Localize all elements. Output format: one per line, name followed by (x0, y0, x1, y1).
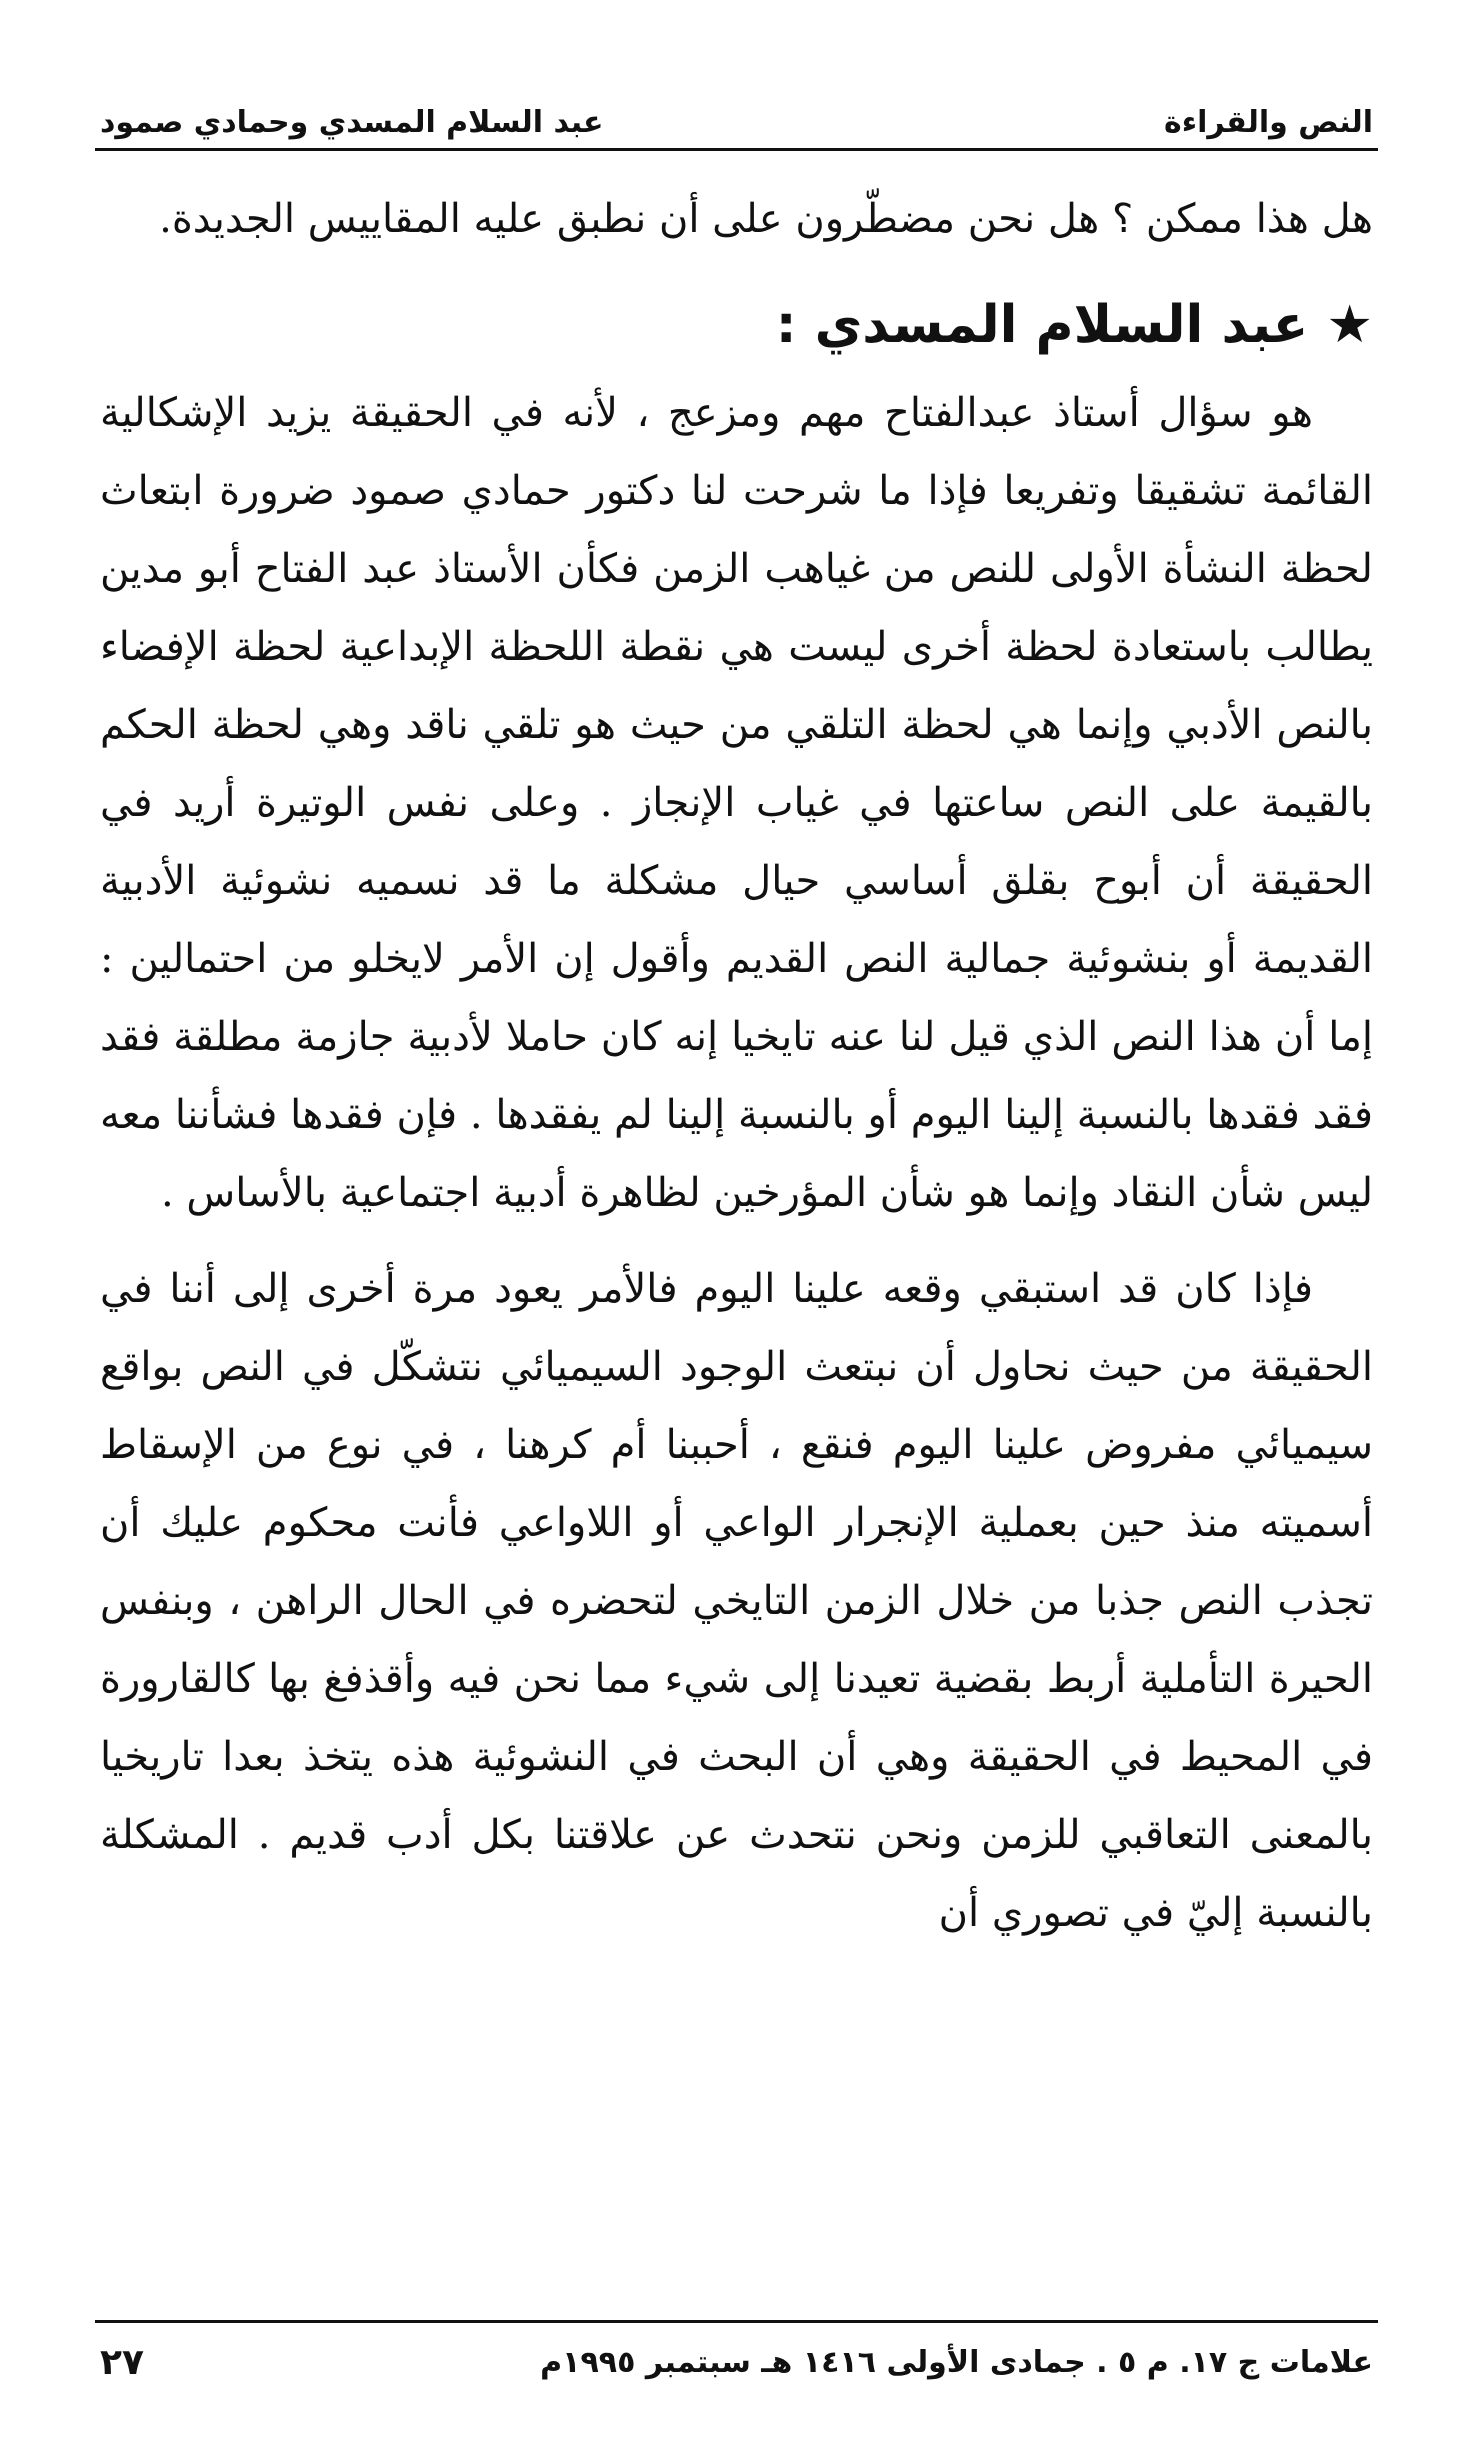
header-book-title: النص والقراءة (1164, 105, 1373, 140)
footer-rule (95, 2320, 1378, 2323)
header-rule (95, 148, 1378, 151)
section-paragraph-1: هو سؤال أستاذ عبدالفتاح مهم ومزعج ، لأنه في الحقيقة يزيد الإشكالية القائمة تشقيقا وتفريعا فإذا ما شرحت لنا دكتور حمادي صمود ضرورة ابتعاث لحظة النشأة الأولى للنص من غياهب الزمن فكأن الأستاذ عبد الفتاح أبو مدين يطالب باستعادة لحظة أخرى ليست هي نقطة اللحظة الإبداعية لحظة الإفضاء بالنص الأدبي وإنما هي لحظة التلقي من حيث هو تلقي ناقد وهي لحظة الحكم بالقيمة على النص ساعتها في غياب الإنجاز . وعلى نفس الوتيرة أريد في الحقيقة أن أبوح بقلق أساسي حيال مشكلة ما قد نسميه نشوئية الأدبية القديمة أو بنشوئية جمالية النص القديم وأقول إن الأمر لايخلو من احتمالين : إما أن هذا النص الذي قيل لنا عنه تايخيا إنه كان حاملا لأدبية جازمة مطلقة فقد فقد فقدها بالنسبة إلينا اليوم أو بالنسبة إلينا لم يفقدها . فإن فقدها فشأننا معه ليس شأن النقاد وإنما هو شأن المؤرخين لظاهرة أدبية اجتماعية بالأساس . (100, 390, 1373, 1216)
body-text (100, 180, 1373, 1952)
section-paragraph-2: فإذا كان قد استبقي وقعه علينا اليوم فالأمر يعود مرة أخرى إلى أننا في الحقيقة من حيث نحاول أن نبتعث الوجود السيميائي نتشكّل في النص بواقع سيميائي مفروض علينا اليوم فنقع ، أحببنا أم كرهنا ، في نوع من الإسقاط أسميته منذ حين بعملية الإنجرار الواعي أو اللاواعي فأنت محكوم عليك أن تجذب النص جذبا من خلال الزمن التايخي لتحضره في الحال الراهن ، وبنفس الحيرة التأملية أربط بقضية تعيدنا إلى شيء مما نحن فيه وأقذفغ بها كالقارورة في المحيط في الحقيقة وهي أن البحث في النشوئية هذه يتخذ بعدا تاريخيا بالمعنى التعاقبي للزمن ونحن نتحدث عن علاقتنا بكل أدب قديم . المشكلة بالنسبة إليّ في تصوري أن (100, 1266, 1373, 1936)
footer-citation: علامات ج ١٧. م ٥ . جمادى الأولى ١٤١٦ هـ سبتمبر ١٩٩٥م (540, 2344, 1373, 2380)
paragraph-gap (100, 1232, 1373, 1250)
section-heading: ★ عبد السلام المسدي : (775, 295, 1373, 355)
running-header (100, 80, 1373, 140)
running-footer (100, 2332, 1373, 2392)
intro-paragraph: هل هذا ممكن ؟ هل نحن مضطّرون على أن نطبق عليه المقاييس الجديدة. (159, 196, 1373, 242)
page-number: ٢٧ (100, 2341, 144, 2383)
header-authors: عبد السلام المسدي وحمادي صمود (100, 105, 604, 140)
